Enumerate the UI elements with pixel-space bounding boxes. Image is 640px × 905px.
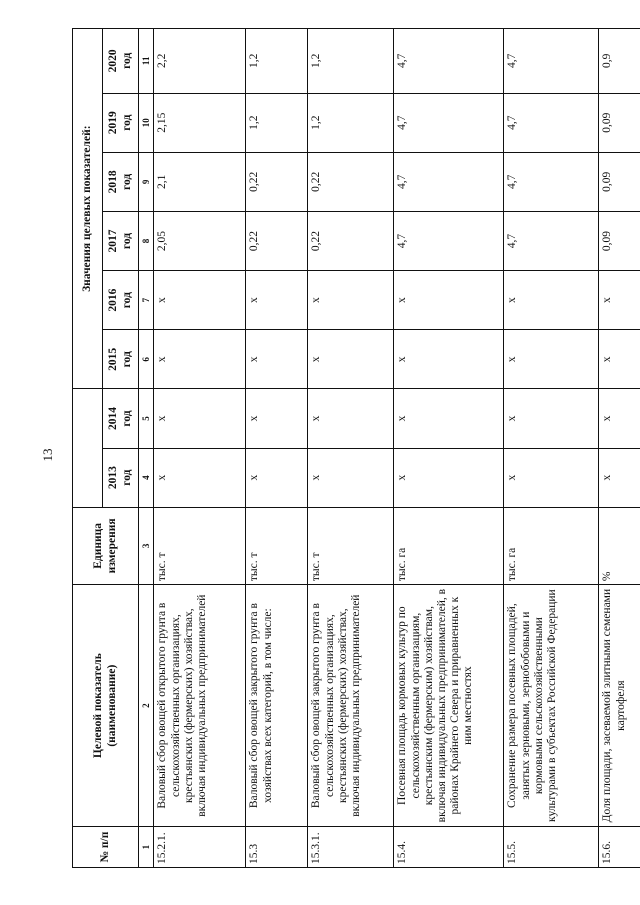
unit-cell: % [599,507,640,584]
value-cell: 0,09 [599,152,640,211]
value-cell: 4,7 [504,93,599,152]
column-index: 7 [139,271,154,330]
unit-cell: тыс. га [504,507,599,584]
table-row [599,29,640,868]
value-cell: 2,2 [154,29,246,94]
indicator-name-cell: Валовый сбор овощей открытого грунта в сельскохозяйственных организациях, крестьянских (фермерских) хозяйствах, включая индивидуальных предпринимателей [154,585,246,827]
column-index: 8 [139,211,154,270]
header-year-2020: 2020 год [103,29,139,94]
unit-cell: тыс. т [154,507,246,584]
value-cell: 2,15 [154,93,246,152]
indicator-name-cell: Валовый сбор овощей закрытого грунта в хозяйствах всех категорий, в том числе: [246,585,308,827]
header-year-2016: 2016 год [103,271,139,330]
indicator-name-cell: Доля площади, засеваемой элитными семенами картофеля [599,585,640,827]
value-cell: х [504,389,599,448]
row-number-cell: 15.4. [394,827,504,868]
header-year-2014: 2014 год [103,389,139,448]
value-cell: 0,22 [246,152,308,211]
value-cell: х [394,448,504,507]
value-cell: х [154,330,246,389]
value-cell: 4,7 [394,152,504,211]
value-cell: 4,7 [394,93,504,152]
value-cell: 0,22 [308,211,394,270]
value-cell: х [154,448,246,507]
row-number-cell: 15.5. [504,827,599,868]
column-index: 9 [139,152,154,211]
value-cell: 1,2 [246,29,308,94]
value-cell: х [599,330,640,389]
value-cell: х [246,330,308,389]
header-indicator [73,585,139,827]
value-cell: х [308,448,394,507]
value-cell: х [394,389,504,448]
row-number-cell: 15.3.1. [308,827,394,868]
header-year-2019: 2019 год [103,93,139,152]
column-index: 5 [139,389,154,448]
value-cell: х [154,389,246,448]
header-year-2017: 2017 год [103,211,139,270]
header-values-group: Значения целевых показателей: [73,29,103,389]
value-cell: х [154,271,246,330]
header-indicator-line2: (наименование) [105,664,118,747]
row-number-cell: 15.3 [246,827,308,868]
unit-cell: тыс. т [308,507,394,584]
indicator-name-cell: Валовый сбор овощей закрытого грунта в сельскохозяйственных организациях, крестьянских (фермерских) хозяйствах, включая индивидуальных предпринимателей [308,585,394,827]
column-index: 2 [139,585,154,827]
value-cell: х [599,271,640,330]
row-number-cell: 15.2.1. [154,827,246,868]
unit-cell: тыс. т [246,507,308,584]
table-row [504,29,599,868]
value-cell: х [308,330,394,389]
indicator-name-cell: Посевная площадь кормовых культур по сельскохозяйственным организациям, крестьянским (фермерским) хозяйствам, включая индивидуальных предпринимателей, в районах Крайнего Севера и приравненных к ним местностях [394,585,504,827]
header-unit-line2: измерения [105,518,118,574]
indicator-table [72,28,640,868]
column-index: 4 [139,448,154,507]
column-index: 1 [139,827,154,868]
value-cell: х [308,389,394,448]
value-cell: 1,2 [308,29,394,94]
column-index: 10 [139,93,154,152]
table-row [308,29,394,868]
column-index: 6 [139,330,154,389]
header-num: № п/п [73,827,139,868]
row-number-cell: 15.6. [599,827,640,868]
value-cell: х [308,271,394,330]
value-cell: 0,9 [599,29,640,94]
value-cell: 0,22 [308,152,394,211]
value-cell: 1,2 [246,93,308,152]
header-unit [73,507,139,584]
unit-cell: тыс. га [394,507,504,584]
value-cell: 4,7 [394,211,504,270]
value-cell: 4,7 [504,29,599,94]
value-cell: х [246,448,308,507]
header-row-1 [73,29,103,868]
value-cell: х [599,389,640,448]
value-cell: х [394,330,504,389]
value-cell: х [394,271,504,330]
value-cell: х [246,271,308,330]
indicator-table-sheet [72,28,627,868]
value-cell: 4,7 [504,152,599,211]
table-row [394,29,504,868]
value-cell: 2,05 [154,211,246,270]
header-indicator-line1: Целевой показатель [92,653,105,759]
value-cell: х [246,389,308,448]
value-cell: 0,09 [599,211,640,270]
header-year-2013: 2013 год [103,448,139,507]
value-cell: 4,7 [504,211,599,270]
indicator-name-cell: Сохранение размера посевных площадей, занятых зерновыми, зернобобовыми и кормовыми сельскохозяйственными культурами в субъектах Российской Федерации [504,585,599,827]
value-cell: 0,09 [599,93,640,152]
value-cell: х [504,271,599,330]
value-cell: х [599,448,640,507]
header-year-2018: 2018 год [103,152,139,211]
value-cell: х [504,448,599,507]
column-index-row [139,29,154,868]
header-blank-group [73,389,103,507]
header-unit-line1: Единица [92,523,105,569]
column-index: 3 [139,507,154,584]
value-cell: 2,1 [154,152,246,211]
table-row [154,29,246,868]
value-cell: 1,2 [308,93,394,152]
value-cell: 4,7 [394,29,504,94]
table-row [246,29,308,868]
value-cell: 0,22 [246,211,308,270]
header-year-2015: 2015 год [103,330,139,389]
page-number: 13 [40,448,55,462]
column-index: 11 [139,29,154,94]
value-cell: х [504,330,599,389]
